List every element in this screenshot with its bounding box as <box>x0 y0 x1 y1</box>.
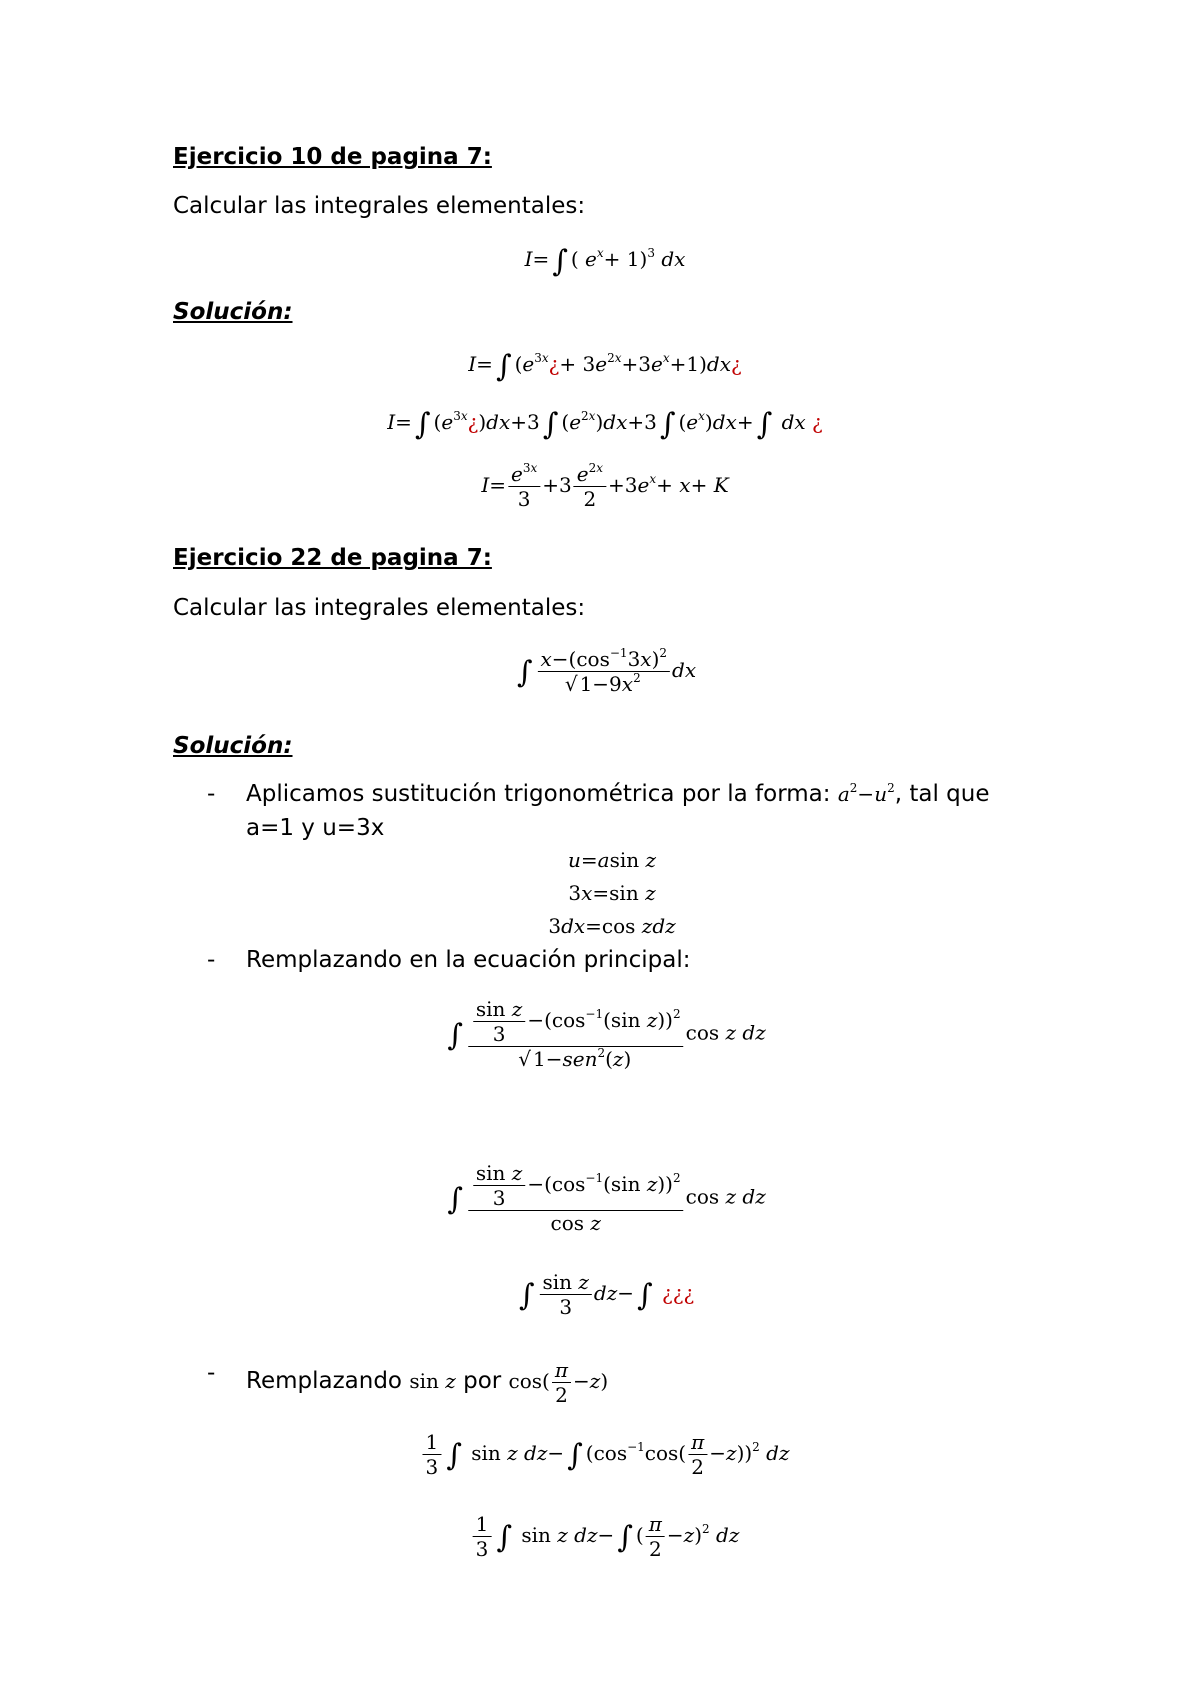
ex22-instruction: Calcular las integrales elementales: <box>173 595 586 621</box>
bullet1-math: $a^2-u^2$ <box>837 781 895 806</box>
ex10-heading: Ejercicio 10 de pagina 7: <box>173 144 492 170</box>
ex22-solution-heading: Solución: <box>173 733 293 759</box>
ex10-result: I= $\frac{e^{3x}}{3}$ +3 $\frac{e^{2x}}{2}$ $+3e^x+ x+ K$ <box>481 461 729 511</box>
bullet3-mid: por <box>463 1368 502 1394</box>
ex10-integral: I= ∫ ( $e^x+ 1)^3$ dx <box>524 244 686 279</box>
bullet3-text: Remplazando <box>246 1368 403 1394</box>
bullet-marker-2: - <box>207 947 216 973</box>
ex22-bullet2: Remplazando en la ecuación principal: <box>246 947 691 973</box>
sub-eq2: 3x=sin z <box>568 881 656 905</box>
ex22-bullet1 <box>246 781 989 807</box>
ex22-step5: $\frac{1}{3}$ ∫ sin z dz− ∫ ( $\frac{\pi}{2}$ −z)$^2$ dz <box>471 1512 740 1561</box>
ex22-bullet1-line2: a=1 y u=3x <box>246 815 385 841</box>
bullet3-math-a: sin z <box>409 1369 456 1393</box>
ex22-step3: ∫ $\frac{\text{sin z}}{3}$ dz− ∫ ¿¿¿ <box>518 1270 695 1319</box>
sub-eq1: u=asin z <box>567 848 657 872</box>
ex22-bullet3 <box>246 1358 608 1407</box>
ex22-heading: Ejercicio 22 de pagina 7: <box>173 545 492 571</box>
bullet3-math-b: cos( $\frac{\pi}{2}$ −z) <box>508 1358 609 1407</box>
bullet-marker-1: - <box>207 781 216 807</box>
ex10-step1: I= ∫ ($e^{3x}¿+$ $3e^{2x}+3e^x+1)dx¿$ <box>468 349 742 384</box>
ex22-step2: ∫ $\frac{\text{sin z}}{3}$ $-(\cos^{-1}(\sin$ z))$^2$ cos z cos z dz <box>447 1161 766 1235</box>
ex22-step1: ∫ $\frac{\text{sin z}}{3}$ $-(\cos^{-1}(\sin$ z))$^2$ √ 1−sen$^2$(z) cos z dz <box>447 997 766 1071</box>
sub-eq3: 3dx=cos zdz <box>548 914 676 938</box>
ex10-step2: I= ∫ $(e^{3x}¿)dx+3$ ∫ $(e^{2x})dx+3$ ∫ $(e^x)dx+$ ∫ dx ¿ <box>387 407 823 442</box>
ex22-integral: ∫ $\frac{x-(\cos^{-1}3x)^2}{√ 1-9x^2}$ dx <box>516 646 697 696</box>
bullet1-text: Aplicamos sustitución trigonométrica por la forma: <box>246 781 831 807</box>
ex22-step4: $\frac{1}{3}$ ∫ sin z dz− ∫ ($\cos^{-1}\cos$( $\frac{\pi}{2}$ −z))$^2$ dz <box>420 1430 789 1479</box>
bullet1-suffix: , tal que <box>894 781 990 807</box>
bullet-marker-3: - <box>207 1360 216 1386</box>
ex10-instruction: Calcular las integrales elementales: <box>173 193 586 219</box>
ex10-solution-heading: Solución: <box>173 299 293 325</box>
